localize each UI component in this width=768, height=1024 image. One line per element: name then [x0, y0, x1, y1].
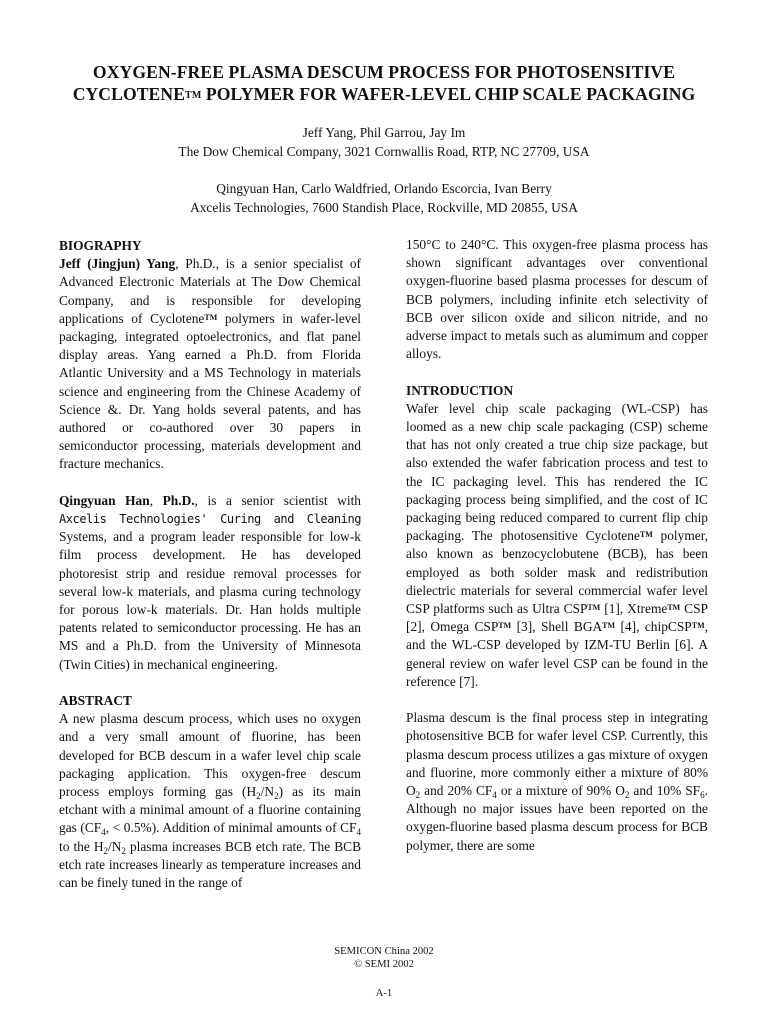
introduction-paragraph-2: Plasma descum is the final process step in integrating photosensitive BCB for wafer level CSP. Currently, this plasma descum process utilizes a gas mixture of oxygen and fluorine, more commonly either a mixture of 80% $O_2$ and 20% $CF_4$ or a mixture of 90% $O_2$ and 10% $SF_6$. Although no major issues have been reported on the oxygen-fluorine based plasma descum process for BCB polymer, there are some: [406, 710, 708, 853]
title-line-1: OXYGEN-FREE PLASMA DESCUM PROCESS FOR PHOTOSENSITIVE: [92, 62, 676, 82]
trademark-mark: TM: [185, 90, 202, 101]
conference-name: SEMICON China 2002: [334, 946, 434, 957]
author-affiliation: Axcelis Technologies, 7600 Standish Place, Rockville, MD 20855, USA: [190, 199, 578, 215]
introduction-paragraph-1: Wafer level chip scale packaging (WL-CSP) has loomed as a new chip scale packaging (CSP) scheme that has not only created a true chip size package, but also extended the wafer fabrication process and test to the IC packaging level. This has rendered the IC packaging process being simplified, and the cost of IC packaging being reduced compared to current flip chip packaging. The photosensitive Cyclotene™ polymer, also known as benzocyclobutene (BCB), has been employed as both solder mask and redistribution dielectric materials for several commercial wafer level CSP platforms such as Ultra CSP™ [1], Xtreme™ CSP [2], Omega CSP™ [3], Shell BGA™ [4], chipCSP™, and the WL-CSP developed by IZM-TU Berlin [6]. A general review on wafer level CSP can be found in the reference [7].: [406, 400, 708, 689]
title-line-2: CYCLOTENETM POLYMER FOR WAFER-LEVEL CHIP SCALE PACKAGING: [72, 84, 696, 104]
page-footer: [40, 945, 728, 971]
abstract-text-continued: 150°C to 240°C. This oxygen-free plasma process has shown significant advantages over conventional oxygen-fluorine based plasma processes for descum of BCB polymers, including infinite etch selectivity of BCB over silicon oxide and silicon nitride, and no adverse impact to metals such as alumimum and copper alloys.: [406, 237, 708, 362]
abstract-heading: ABSTRACT: [59, 693, 132, 709]
introduction-heading: INTRODUCTION: [406, 382, 514, 398]
page-number: A-1: [375, 988, 393, 999]
right-column: [406, 236, 708, 855]
author-group-dow: [40, 124, 728, 161]
biography-heading: BIOGRAPHY: [59, 238, 142, 253]
copyright-notice: © SEMI 2002: [354, 959, 414, 970]
left-column: [59, 237, 361, 892]
author-names: Qingyuan Han, Carlo Waldfried, Orlando Escorcia, Ivan Berry: [216, 181, 552, 196]
author-group-axcelis: [40, 180, 728, 217]
abstract-text: A new plasma descum process, which uses no oxygen and a very small amount of fluorine, has been developed for BCB descum in a wafer level chip scale packaging application. This oxygen-free descum process employs forming gas $(H_2/N_2)$ as its main etchant with a minimal amount of a fluorine containing gas ($CF_4$, < 0.5%). Addition of minimal amounts of $CF_4$ to the $H_2/N_2$ plasma increases BCB etch rate. The BCB etch rate increases linearly as temperature increases and can be finely tuned in the range of: [59, 711, 362, 891]
paper-title: [40, 61, 728, 105]
biography-han: Qingyuan Han, Ph.D., is a senior scientist with Axcelis Technologies' Curing and Cleaning Systems, and a program leader responsible for low-k film process development. He has developed photoresist strip and residue removal processes for several low-k materials, and plasma curing technology for porous low-k materials. Dr. Han holds multiple patents related to semiconductor processing. He has an MS and a Ph.D. from the University of Minnesota (Twin Cities) in mechanical engineering.: [59, 492, 361, 672]
author-names: Jeff Yang, Phil Garrou, Jay Im: [302, 125, 466, 140]
author-affiliation: The Dow Chemical Company, 3021 Cornwallis Road, RTP, NC 27709, USA: [178, 143, 590, 159]
biography-yang: Jeff (Jingjun) Yang, Ph.D., is a senior specialist of Advanced Electronic Materials at The Dow Chemical Company, and is responsible for developing applications of Cyclotene™ polymers in wafer-level packaging, integrated optoelectronics, and flat panel display areas. Yang earned a Ph.D. from Florida Atlantic University and a MS Technology in materials science and engineering from the Chinese Academy of Science &. Dr. Yang holds several patents, and has authored or co-authored over 30 papers in semiconductor processing, materials development and fracture mechanics.: [59, 256, 362, 472]
